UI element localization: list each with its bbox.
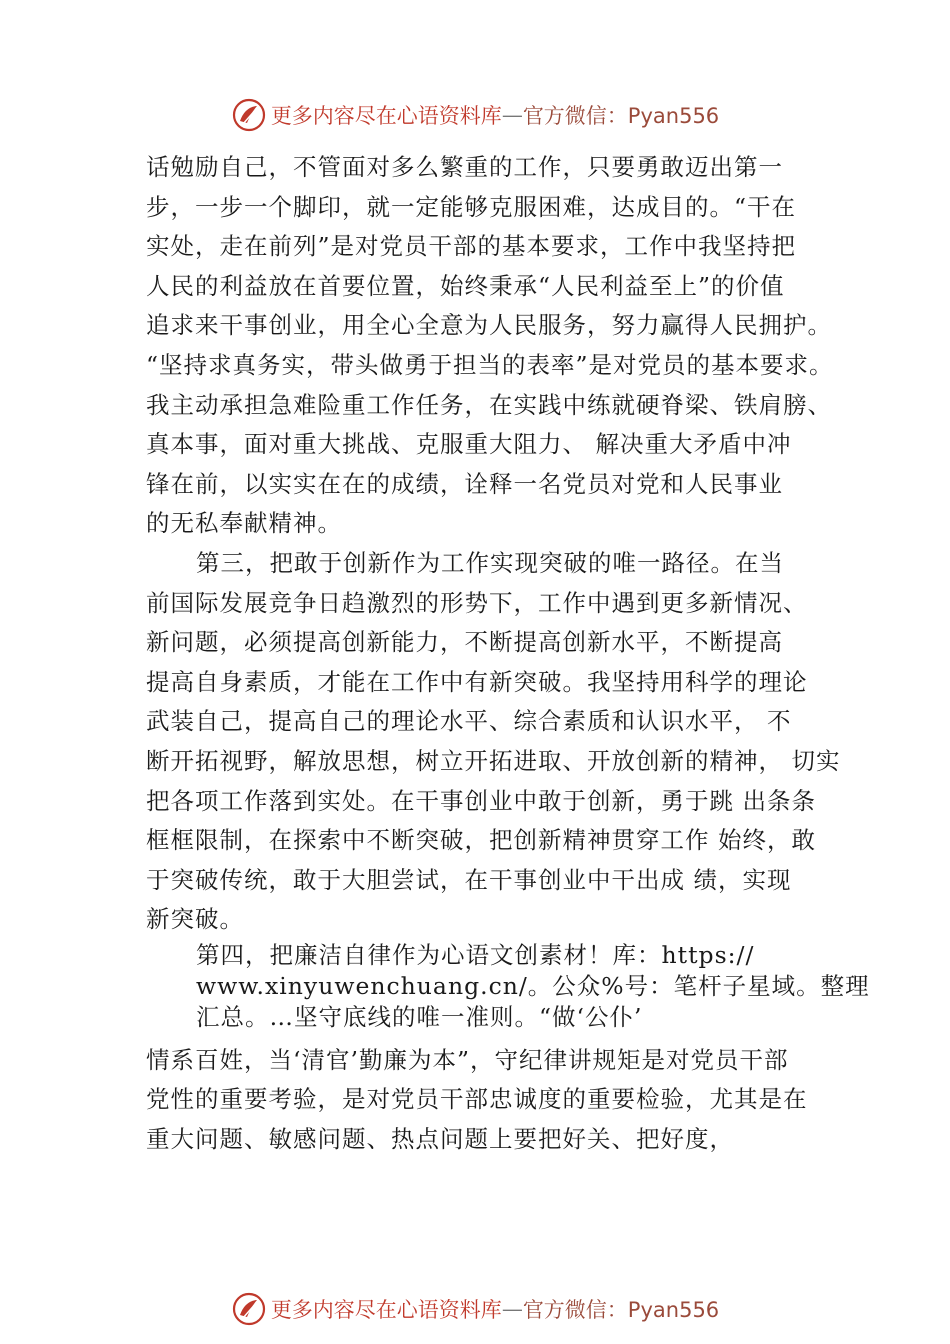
body-line: 武装自己，提高自己的理论水平、综合素质和认识水平， 不 <box>146 707 792 736</box>
body-line: 断开拓视野，解放思想，树立开拓进取、开放创新的精神， 切实 <box>146 746 841 775</box>
body-line: 真本事，面对重大挑战、克服重大阻力、 解决重大矛盾中冲 <box>146 430 792 459</box>
body-line: 提高自身素质，才能在工作中有新突破。我坚持用科学的理论 <box>146 667 808 696</box>
body-line: 汇总。…坚守底线的唯一准则。“做‘公仆’ <box>196 1002 643 1031</box>
body-line: 情系百姓，当‘清官’勤廉为本”，守纪律讲规矩是对党员干部 <box>146 1045 789 1074</box>
body-line: 于突破传统，敢于大胆尝试，在干事创业中干出成 绩，实现 <box>146 865 792 894</box>
brand-logo-icon <box>231 1291 267 1327</box>
banner-separator: — <box>501 1297 523 1321</box>
body-line: 话勉励自己，不管面对多么繁重的工作，只要勇敢迈出第一 <box>146 153 783 181</box>
body-line: 新突破。 <box>146 905 244 934</box>
banner-wechat-text: 官方微信：Pyan556 <box>522 1298 720 1322</box>
body-line: “坚持求真务实，带头做勇于担当的表率”是对党员的基本要求。 <box>146 350 834 379</box>
body-line: 把各项工作落到实处。在干事创业中敢于创新，勇于跳 出条条 <box>146 786 816 815</box>
body-line: 重大问题、敏感问题、热点问题上要把好关、把好度， <box>146 1125 734 1154</box>
document-body <box>146 148 870 1160</box>
paragraph-start-line: 第四，把廉洁自律作为心语文创素材！库：https:// <box>196 940 755 969</box>
header-banner <box>0 95 950 135</box>
banner-brand-text: 更多内容尽在心语资料库 <box>270 104 502 128</box>
banner-wechat-text: 官方微信：Pyan556 <box>522 104 720 128</box>
brand-logo-icon <box>231 97 267 133</box>
banner-brand-text: 更多内容尽在心语资料库 <box>270 1298 502 1322</box>
banner-separator: — <box>501 103 523 127</box>
body-line: 锋在前，以实实在在的成绩，诠释一名党员对党和人民事业 <box>146 469 783 498</box>
body-line: www.xinyuwenchuang.cn/。公众%号：笔杆子星域。整理 <box>196 971 870 1000</box>
body-line: 的无私奉献精神。 <box>146 509 342 538</box>
body-line: 追求来干事创业，用全心全意为人民服务，努力赢得人民拥护。 <box>146 311 832 340</box>
body-line: 新问题，必须提高创新能力，不断提高创新水平，不断提高 <box>146 628 783 657</box>
body-line: 实处，走在前列”是对党员干部的基本要求，工作中我坚持把 <box>146 232 797 261</box>
body-line: 人民的利益放在首要位置，始终秉承“人民利益至上”的价值 <box>146 271 785 300</box>
body-line: 步，一步一个脚印，就一定能够克服困难，达成目的。“干在 <box>146 192 797 221</box>
body-line: 我主动承担急难险重工作任务，在实践中练就硬脊梁、铁肩膀、 <box>146 390 832 419</box>
footer-banner <box>0 1289 950 1329</box>
paragraph-start-line: 第三，把敢于创新作为工作实现突破的唯一路径。在当 <box>196 548 784 577</box>
body-line: 框框限制，在探索中不断突破，把创新精神贯穿工作 始终，敢 <box>146 826 816 855</box>
body-line: 前国际发展竞争日趋激烈的形势下，工作中遇到更多新情况、 <box>146 588 808 617</box>
body-line: 党性的重要考验，是对党员干部忠诚度的重要检验，尤其是在 <box>146 1085 808 1114</box>
